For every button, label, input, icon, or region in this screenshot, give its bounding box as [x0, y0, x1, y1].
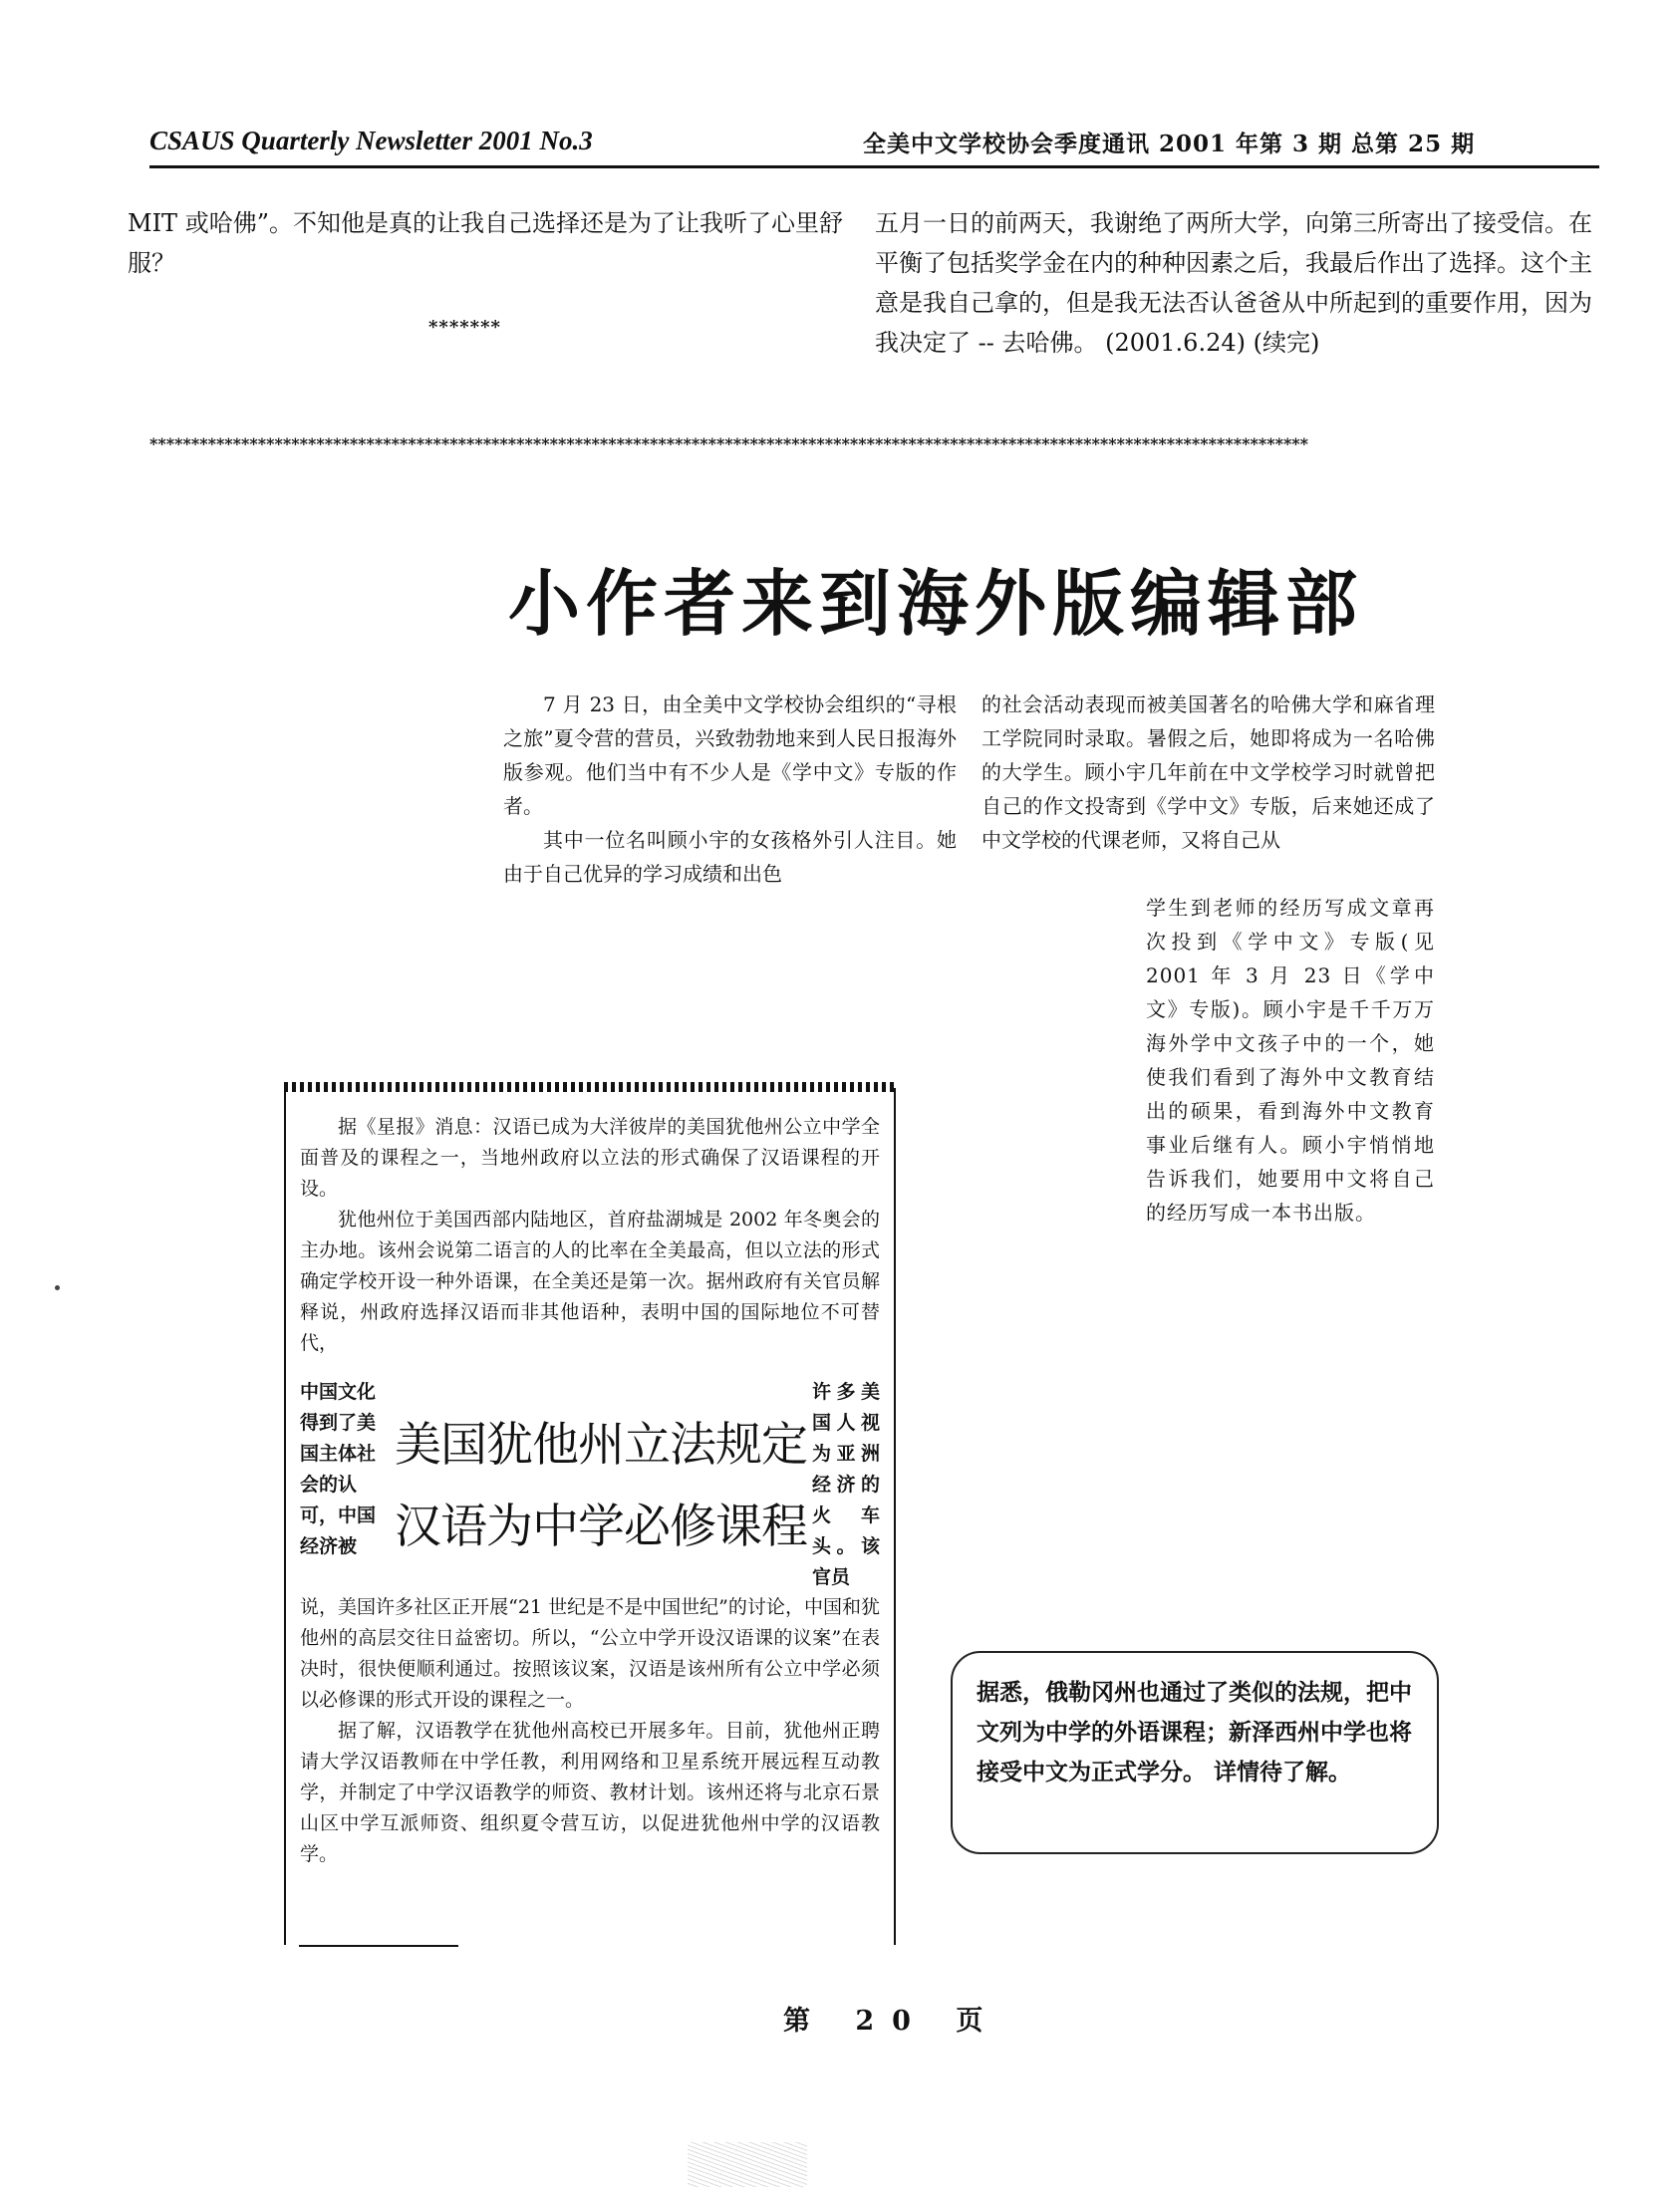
news-box-paragraph-3: 据了解，汉语教学在犹他州高校已开展多年。目前，犹他州正聘请大学汉语教师在中学任教，利用网络和卫星系统开展远程互动教学，并制定了中学汉语教学的师资、教材计划。该州还将与北京石景山区中学互派师资、组织夏令营互访，以促进犹他州中学的汉语教学。 [300, 1720, 880, 1865]
section-end-stars: ******* [428, 317, 501, 338]
news-box-wrap-right: 许多美国人视为亚洲经济的火车头。该官员 [812, 1381, 880, 1588]
article-column-1 [503, 687, 957, 891]
news-box-wrap-left: 中国文化得到了美国主体社会的认可，中国经济被 [300, 1381, 377, 1557]
news-box-headline-line-1: 美国犹他州立法规定 [395, 1418, 807, 1473]
news-box-paragraph-1: 据《星报》消息：汉语已成为大洋彼岸的美国犹他州公立中学全面普及的课程之一，当地州政府以立法的形式确保了汉语课程的开设。 [300, 1116, 880, 1200]
article-title: 小作者来到海外版编辑部 [508, 562, 1364, 646]
news-box-body [300, 1592, 880, 1870]
prev-article-left-column: MIT 或哈佛”。不知他是真的让我自己选择还是为了让我听了心里舒服？ [128, 209, 843, 277]
scan-speckle [688, 2142, 807, 2187]
page-number: 第 20 页 [783, 2006, 1001, 2037]
scan-mark [55, 1285, 60, 1290]
callout-text: 据悉，俄勒冈州也通过了类似的法规，把中文列为中学的外语课程；新泽西州中学也将接受中文为正式学分。 详情待了解。 [977, 1679, 1412, 1785]
news-box-headline [394, 1405, 808, 1568]
star-divider: ******************************************************************************************************************************************* [149, 434, 1309, 453]
prev-article-right-column: 五月一日的前两天，我谢绝了两所大学，向第三所寄出了接受信。在平衡了包括奖学金在内的种种因素之后，我最后作出了选择。这个主意是我自己拿的，但是我无法否认爸爸从中所起到的重要作用，因为我决定了 -- 去哈佛。 (2001.6.24) (续完) [875, 209, 1592, 357]
header-rule [149, 165, 1599, 168]
news-box-paragraph-2-end: 说，美国许多社区正开展“21 世纪是不是中国世纪”的讨论，中国和犹他州的高层交往日益密切。所以，“公立中学开设汉语课的议案”在表决时，很快便顺利通过。按照该议案，汉语是该州所有公立中学必须以必修课的形式开设的课程之一。 [300, 1596, 880, 1711]
news-box [284, 1088, 896, 1945]
article-column-2: 的社会活动表现而被美国著名的哈佛大学和麻省理工学院同时录取。暑假之后，她即将成为一名哈佛的大学生。顾小宇几年前在中文学校学习时就曾把自己的作文投寄到《学中文》专版，后来她还成了中文学校的代课老师，又将自己从 [981, 692, 1435, 852]
header-right: 全美中文学校协会季度通讯 2001 年第 3 期 总第 25 期 [863, 131, 1476, 157]
article-paragraph-1: 7 月 23 日，由全美中文学校协会组织的“寻根之旅”夏令营的营员，兴致勃勃地来到人民日报海外版参观。他们当中有不少人是《学中文》专版的作者。 [503, 692, 957, 818]
news-box-headline-line-2: 汉语为中学必修课程 [395, 1500, 807, 1554]
article-column-3: 学生到老师的经历写成文章再次投到《学中文》专版(见 2001 年 3 月 23 日《学中文》专版)。顾小宇是千千万万海外学中文孩子中的一个，她使我们看到了海外中文教育结出的硕果，看到海外中文教育事业后继有人。顾小宇悄悄地告诉我们，她要用中文将自己的经历写成一本书出版。 [1146, 896, 1435, 1225]
news-box-intro [300, 1112, 880, 1359]
box-bottom-rule [299, 1945, 458, 1947]
news-box-paragraph-2: 犹他州位于美国西部内陆地区，首府盐湖城是 2002 年冬奥会的主办地。该州会说第二语言的人的比率在全美最高，但以立法的形式确定学校开设一种外语课，在全美还是第一次。据州政府有关官员解释说，州政府选择汉语而非其他语种，表明中国的国际地位不可替代， [300, 1209, 880, 1354]
header-left: CSAUS Quarterly Newsletter 2001 No.3 [149, 126, 593, 155]
article-paragraph-2: 其中一位名叫顾小宇的女孩格外引人注目。她由于自己优异的学习成绩和出色 [503, 828, 957, 886]
callout-box [951, 1651, 1439, 1854]
